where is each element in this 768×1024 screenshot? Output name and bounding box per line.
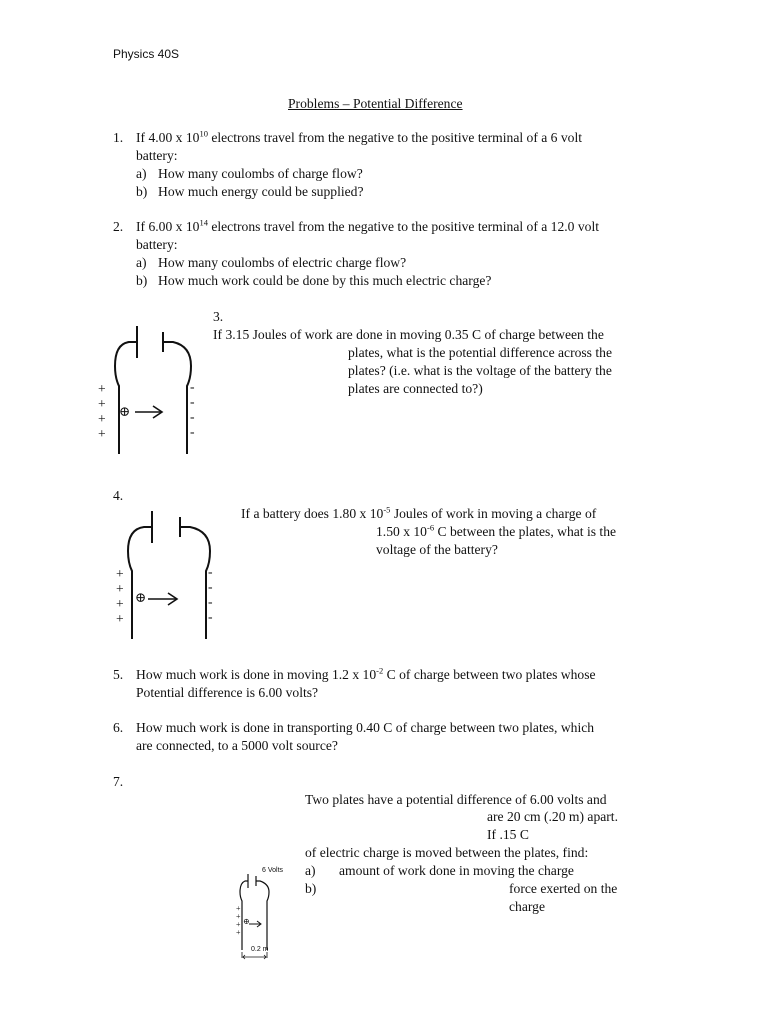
- q4-plus-sign: +: [116, 566, 124, 581]
- q4-number: 4.: [113, 488, 124, 503]
- q7-plus-sign: +: [236, 904, 241, 913]
- q3-minus-sign: -: [190, 409, 195, 424]
- q7-plus-sign: +: [236, 920, 241, 929]
- q4-plus-sign: +: [116, 611, 124, 626]
- q3-plate-diagram: [95, 320, 205, 460]
- q7-line4: of electric charge is moved between the plates, find:: [305, 845, 589, 860]
- q1-number: 1.: [113, 130, 124, 145]
- q4-minus-sign: -: [208, 609, 213, 624]
- q2-a-text: How many coulombs of electric charge flow?: [158, 255, 407, 270]
- q1-a-text: How many coulombs of charge flow?: [158, 166, 363, 181]
- q1-line1: If 4.00 x $10^{10}$ electrons travel from the negative to the positive terminal of a 6 volt: [136, 128, 583, 145]
- q7-a-label: a): [305, 863, 316, 878]
- q3-plus-sign: +: [98, 426, 106, 441]
- q4-minus-sign: -: [208, 594, 213, 609]
- q4-charge-symbol: ⊕: [135, 590, 147, 605]
- q7-b-label: b): [305, 881, 317, 896]
- q7-line1: Two plates have a potential difference of 6.00 volts and: [305, 792, 607, 807]
- q6-line2: are connected, to a 5000 volt source?: [136, 738, 338, 753]
- q2-a-label: a): [136, 255, 147, 270]
- q1-b-label: b): [136, 184, 148, 199]
- q4-plate-diagram: [110, 505, 220, 645]
- q4-plus-sign: +: [116, 581, 124, 596]
- q1-line2: battery:: [136, 148, 178, 163]
- q3-line3: plates? (i.e. what is the voltage of the battery the: [348, 363, 612, 378]
- q4-line3: voltage of the battery?: [376, 542, 498, 557]
- q2-b-label: b): [136, 273, 148, 288]
- q3-line1: If 3.15 Joules of work are done in moving 0.35 C of charge between the: [213, 327, 604, 342]
- q7-charge-symbol: ⊕: [243, 917, 250, 926]
- q7-plus-sign: +: [236, 912, 241, 921]
- q4-minus-sign: -: [208, 579, 213, 594]
- q7-volts-label: 6 Volts: [262, 867, 284, 874]
- q7-line3: If .15 C: [487, 827, 529, 842]
- q3-minus-sign: -: [190, 424, 195, 439]
- page-title: Problems – Potential Difference: [288, 96, 463, 111]
- q2-line1: If 6.00 x $10^{14}$ electrons travel from the negative to the positive terminal of a 12.0 volt: [136, 217, 600, 234]
- q7-plus-sign: +: [236, 928, 241, 937]
- q6-line1: How much work is done in transporting 0.40 C of charge between two plates, which: [136, 720, 595, 735]
- q7-b-text1: force exerted on the: [509, 881, 618, 896]
- q2-number: 2.: [113, 219, 124, 234]
- q3-minus-sign: -: [190, 394, 195, 409]
- q7-a-text: amount of work done in moving the charge: [339, 863, 574, 878]
- q4-plus-sign: +: [116, 596, 124, 611]
- q3-number: 3.: [213, 309, 224, 324]
- q4-line2: 1.50 x $10^{-6}$ C between the plates, what is the: [376, 522, 617, 539]
- q4-line1: If a battery does 1.80 x $10^{-5}$ Joules of work in moving a charge of: [241, 504, 597, 521]
- q7-b-text2: charge: [509, 899, 545, 914]
- q7-line2: are 20 cm (.20 m) apart.: [487, 809, 618, 824]
- q1-b-text: How much energy could be supplied?: [158, 184, 364, 199]
- q2-b-text: How much work could be done by this much electric charge?: [158, 273, 492, 288]
- q2-line2: battery:: [136, 237, 178, 252]
- q1-a-label: a): [136, 166, 147, 181]
- q3-line4: plates are connected to?): [348, 381, 483, 396]
- q5-number: 5.: [113, 667, 124, 682]
- q5-line2: Potential difference is 6.00 volts?: [136, 685, 319, 700]
- q6-number: 6.: [113, 720, 124, 735]
- q4-minus-sign: -: [208, 564, 213, 579]
- q5-line1: How much work is done in moving 1.2 x $10^{-2}$ C of charge between two plates whose: [136, 665, 596, 682]
- q7-number: 7.: [113, 774, 124, 789]
- q7-distance-label: 0.2 m: [251, 946, 269, 953]
- course-header: Physics 40S: [113, 47, 180, 61]
- q3-plus-sign: +: [98, 381, 106, 396]
- q3-minus-sign: -: [190, 379, 195, 394]
- q3-charge-symbol: ⊕: [119, 404, 131, 419]
- q3-plus-sign: +: [98, 396, 106, 411]
- q3-line2: plates, what is the potential difference across the: [348, 345, 612, 360]
- q3-plus-sign: +: [98, 411, 106, 426]
